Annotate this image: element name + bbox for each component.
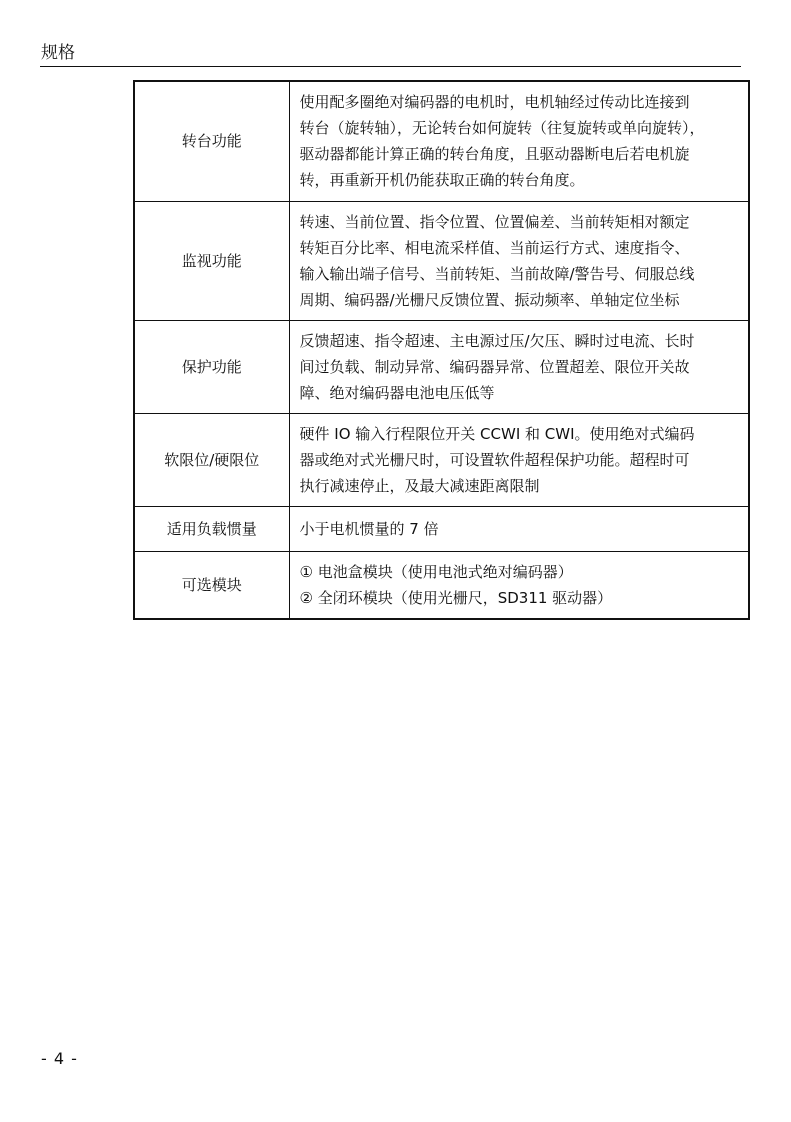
desc-line: 周期、编码器/光栅尺反馈位置、振动频率、单轴定位坐标 [299, 290, 680, 309]
row-label-limit: 软限位/硬限位 [134, 413, 289, 506]
desc-line: 硬件 IO 输入行程限位开关 CCWI 和 CWI。使用绝对式编码 [299, 424, 695, 443]
desc-line: 器或绝对式光栅尺时，可设置软件超程保护功能。超程时可 [299, 450, 690, 469]
desc-line: 使用配多圈绝对编码器的电机时，电机轴经过传动比连接到 [299, 93, 690, 112]
desc-line: 小于电机惯量的 7 倍 [299, 519, 439, 538]
table-row [134, 201, 749, 320]
row-label-monitor: 监视功能 [134, 201, 289, 320]
desc-line: 驱动器都能计算正确的转台角度，且驱动器断电后若电机旋 [299, 145, 690, 164]
section-title: 规格 [41, 43, 75, 63]
row-desc-optional-modules [289, 551, 749, 619]
table-row [134, 81, 749, 201]
page-number: - 4 - [41, 1049, 78, 1068]
row-label-optional-modules: 可选模块 [134, 551, 289, 619]
desc-line: 转矩百分比率、相电流采样值、当前运行方式、速度指令、 [299, 238, 690, 257]
table-row [134, 320, 749, 413]
desc-line: ① 电池盒模块（使用电池式绝对编码器） [299, 562, 573, 581]
desc-line: ② 全闭环模块（使用光栅尺，SD311 驱动器） [299, 588, 613, 607]
table-row [134, 506, 749, 551]
table-row [134, 413, 749, 506]
spec-table [133, 80, 750, 620]
row-label-protection: 保护功能 [134, 320, 289, 413]
desc-line: 输入输出端子信号、当前转矩、当前故障/警告号、伺服总线 [299, 264, 695, 283]
row-label-turntable: 转台功能 [134, 81, 289, 201]
desc-line: 间过负载、制动异常、编码器异常、位置超差、限位开关故 [299, 357, 690, 376]
desc-line: 转，再重新开机仍能获取正确的转台角度。 [299, 171, 585, 190]
desc-line: 转台（旋转轴），无论转台如何旋转（往复旋转或单向旋转）， [299, 119, 705, 138]
desc-line: 转速、当前位置、指令位置、位置偏差、当前转矩相对额定 [299, 212, 690, 231]
row-desc-load-inertia [289, 506, 749, 551]
desc-line: 障、绝对编码器电池电压低等 [299, 383, 495, 402]
row-label-load-inertia: 适用负载惯量 [134, 506, 289, 551]
desc-line: 反馈超速、指令超速、主电源过压/欠压、瞬时过电流、长时 [299, 331, 695, 350]
row-desc-turntable [289, 81, 749, 201]
row-desc-limit [289, 413, 749, 506]
desc-line: 执行减速停止，及最大减速距离限制 [299, 476, 540, 495]
row-desc-protection [289, 320, 749, 413]
row-desc-monitor [289, 201, 749, 320]
header-divider [40, 66, 741, 67]
table-row [134, 551, 749, 619]
